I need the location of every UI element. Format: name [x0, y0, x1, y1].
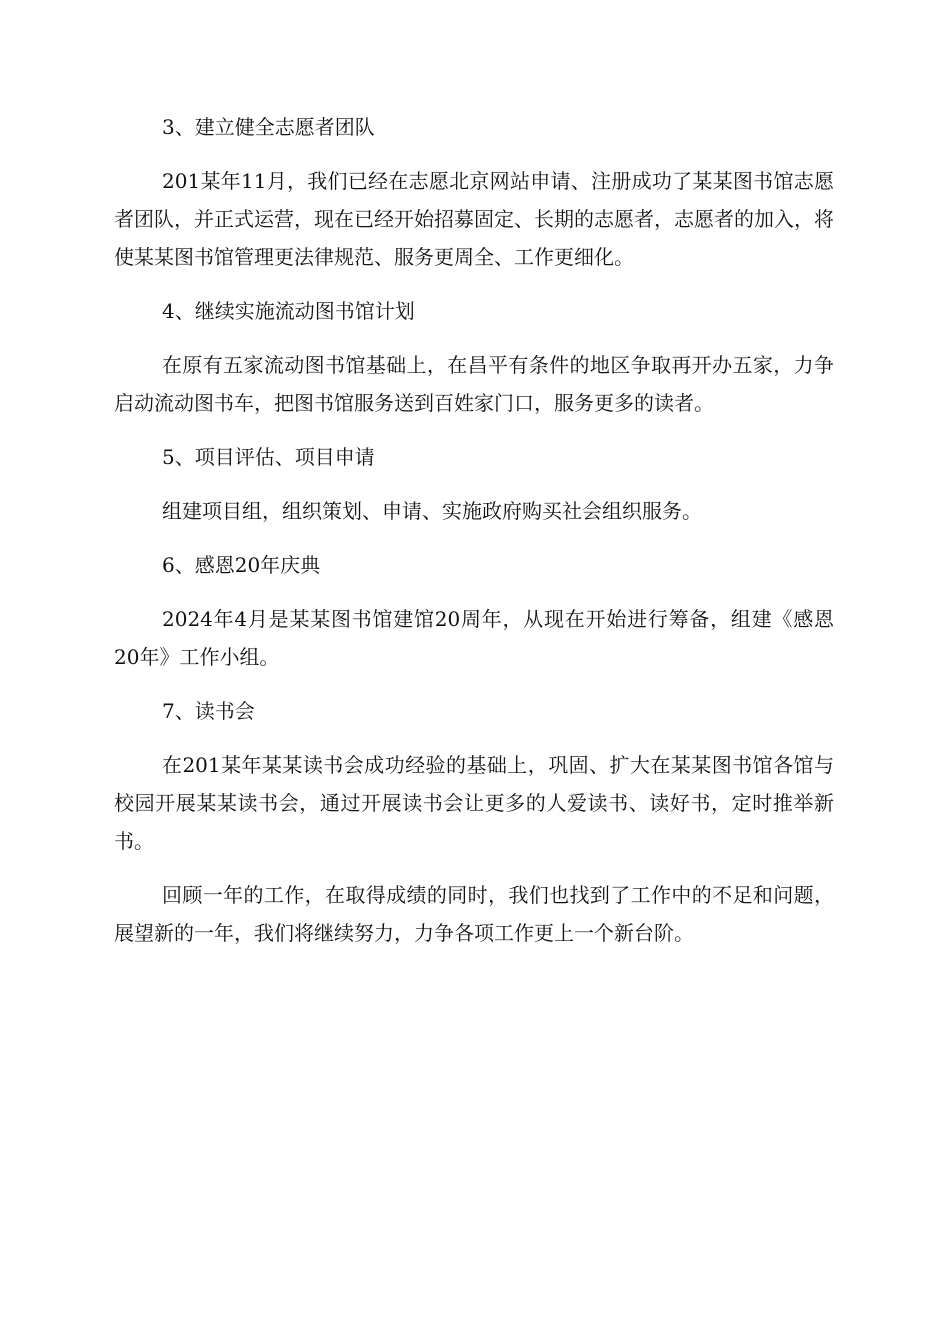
- section-body-6: 2024年4月是某某图书馆建馆20周年，从现在开始进行筹备，组建《感恩20年》工作小组。: [114, 607, 834, 669]
- section-heading-4: 4、继续实施流动图书馆计划: [162, 299, 415, 323]
- section-heading-5: 5、项目评估、项目申请: [162, 445, 375, 469]
- section-heading-7: 7、读书会: [162, 699, 255, 723]
- document-body: [114, 108, 834, 968]
- section-body-7: 在201某年某某读书会成功经验的基础上，巩固、扩大在某某图书馆各馆与校园开展某某读书会，通过开展读书会让更多的人爱读书、读好书，定时推举新书。: [114, 753, 834, 853]
- section-body-5: 组建项目组，组织策划、申请、实施政府购买社会组织服务。: [162, 499, 702, 523]
- section-heading-6: 6、感恩20年庆典: [162, 553, 321, 577]
- section-heading-3: 3、建立健全志愿者团队: [162, 115, 375, 139]
- closing-paragraph: 回顾一年的工作，在取得成绩的同时，我们也找到了工作中的不足和问题，展望新的一年，我们将继续努力，力争各项工作更上一个新台阶。: [114, 883, 834, 945]
- section-body-4: 在原有五家流动图书馆基础上，在昌平有条件的地区争取再开办五家，力争启动流动图书车，把图书馆服务送到百姓家门口，服务更多的读者。: [114, 353, 834, 415]
- section-body-3: 201某年11月，我们已经在志愿北京网站申请、注册成功了某某图书馆志愿者团队，并正式运营，现在已经开始招募固定、长期的志愿者，志愿者的加入，将使某某图书馆管理更法律规范、服务更周全、工作更细化。: [114, 169, 834, 269]
